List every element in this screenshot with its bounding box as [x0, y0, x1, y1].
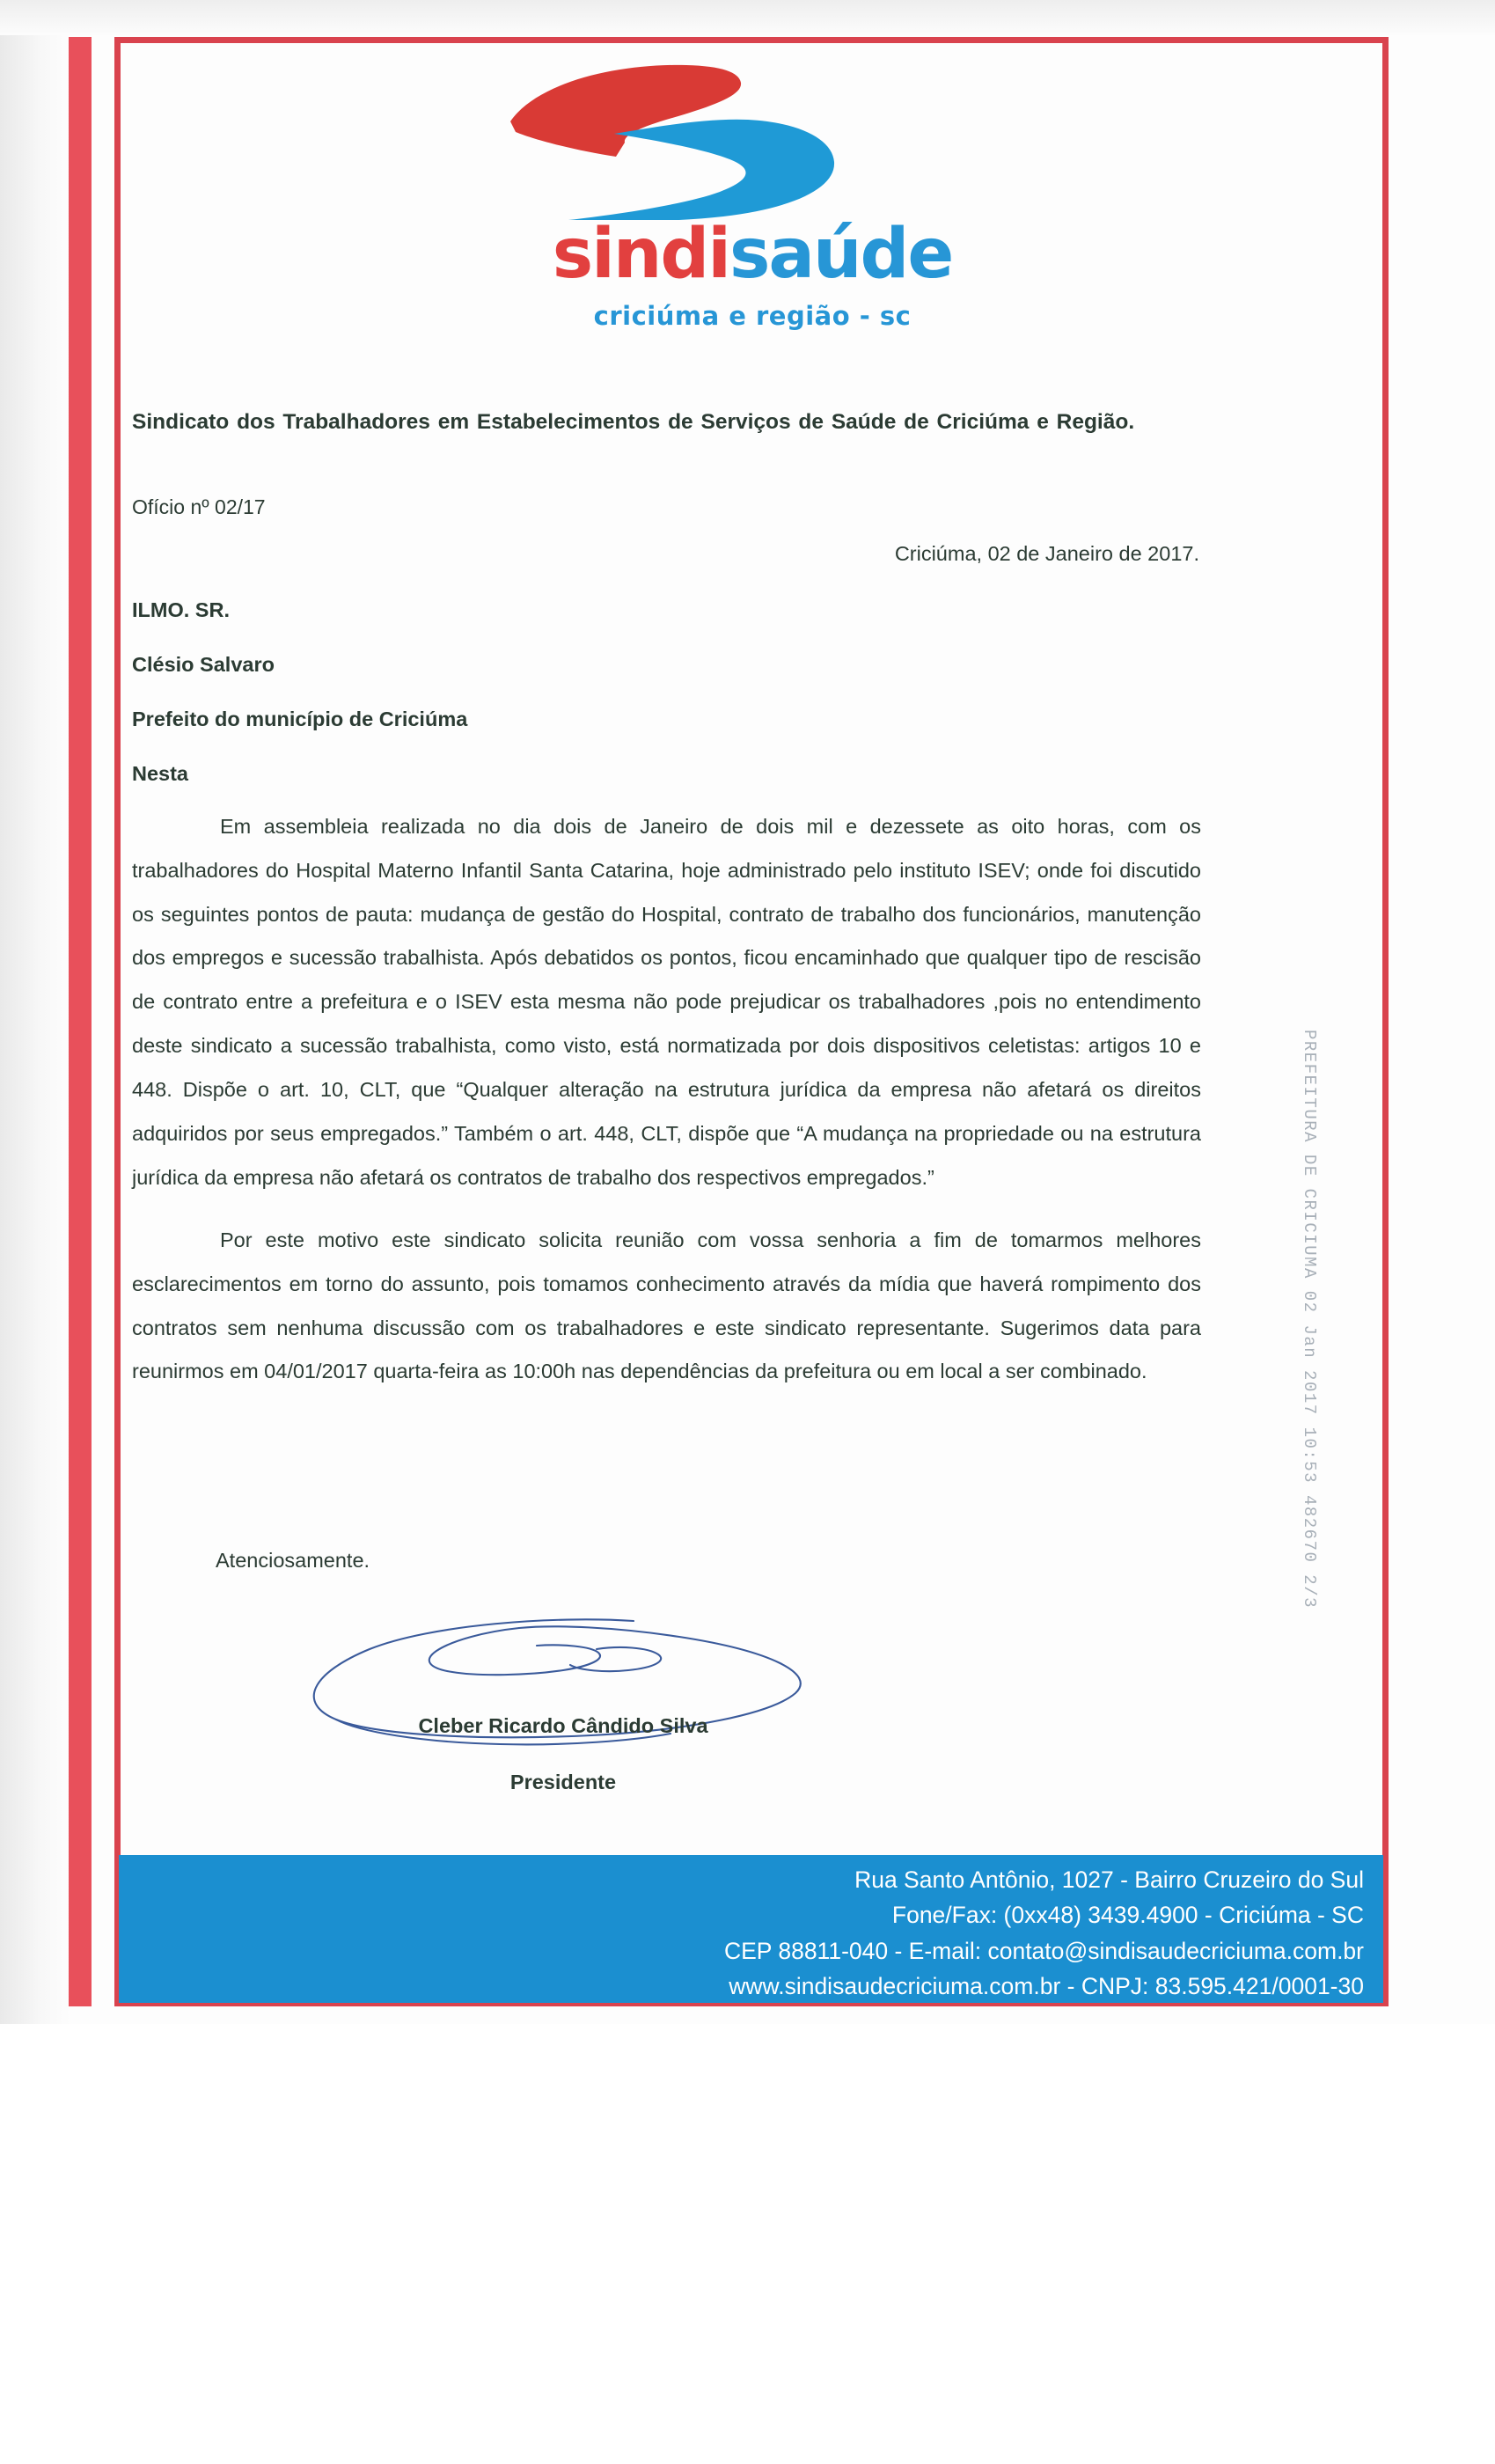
- letter-content: [132, 53, 1373, 1989]
- footer-line-address: Rua Santo Antônio, 1027 - Bairro Cruzeiro do Sul: [854, 1866, 1364, 1893]
- wordmark-saude: saúde: [729, 215, 953, 294]
- body-paragraph-2-text: Por este motivo este sindicato solicita reunião com vossa senhoria a fim de tomarmos melhores esclarecimentos em torno do assunto, pois tomamos conhecimento através da mídia que haverá rompimento dos contratos sem nenhuma discussão com os trabalhadores e este sindicato representante. Sugerimos data para reunirmos em 04/01/2017 quarta-feira as 10:00h nas dependências da prefeitura ou em local a ser combinado.: [132, 1228, 1201, 1383]
- footer-contact-band: [119, 1855, 1383, 2003]
- oficio-reference: Ofício nº 02/17: [132, 495, 266, 518]
- signatory-title: Presidente: [509, 1771, 617, 1793]
- body-paragraph-1: [132, 805, 1201, 1199]
- scan-edge-shading-left: [0, 0, 70, 2050]
- closing-salutation: Atenciosamente.: [216, 1549, 370, 1572]
- recipient-salutation: ILMO. SR.: [132, 598, 230, 621]
- scan-edge-shading-top: [0, 0, 1495, 35]
- organization-name: Sindicato dos Trabalhadores em Estabelecimentos de Serviços de Saúde de Criciúma e Região.: [132, 410, 1135, 434]
- footer-line-email: CEP 88811-040 - E-mail: contato@sindisaudecriciuma.com.br: [723, 1937, 1364, 1964]
- signatory-name: Cleber Ricardo Cândido Silva: [418, 1714, 708, 1737]
- fax-protocol-stamp: PREFEITURA DE CRICIUMA 02 Jan 2017 10:53 482670 2/3: [1300, 1030, 1319, 1609]
- letterhead-logo: [132, 53, 1373, 405]
- recipient-role: Prefeito do município de Criciúma: [132, 708, 468, 730]
- letterhead-tagline: criciúma e região - sc: [593, 301, 912, 331]
- body-paragraph-1-text: Em assembleia realizada no dia dois de Janeiro de dois mil e dezessete as oito horas, com os trabalhadores do Hospital Materno Infantil Santa Catarina, hoje administrado pelo instituto ISEV; onde foi discutido os seguintes pontos de pauta: mudança de gestão do Hospital, contrato de trabalho dos funcionários, manutenção dos empregos e sucessão trabalhista. Após debatidos os pontos, ficou encaminhado que qualquer tipo de rescisão de contrato entre a prefeitura e o ISEV esta mesma não pode prejudicar os trabalhadores ,pois no entendimento deste sindicato a sucessão trabalhista, como visto, está normatizada por dois dispositivos celetistas: artigos 10 e 448. Dispõe o art. 10, CLT, que “Qualquer alteração na estrutura jurídica da empresa não afetará os direitos adquiridos por seus empregados.” Também o art. 448, CLT, dispõe que “A mudança na propriedade ou na estrutura jurídica da empresa não afetará os contratos de trabalho dos respectivos empregados.”: [132, 815, 1201, 1189]
- wordmark: [132, 215, 1373, 294]
- signature-area: [264, 1610, 1144, 1813]
- place-and-date: Criciúma, 02 de Janeiro de 2017.: [894, 542, 1199, 565]
- letterhead-red-bar: [69, 37, 92, 2006]
- footer-lines: [119, 1855, 1383, 2004]
- s-swoosh-logo-icon: [484, 53, 854, 220]
- wordmark-sindi: sindi: [552, 215, 729, 294]
- footer-line-phone: Fone/Fax: (0xx48) 3439.4900 - Criciúma - SC: [891, 1902, 1364, 1929]
- recipient-place: Nesta: [132, 762, 189, 785]
- recipient-name: Clésio Salvaro: [132, 653, 275, 676]
- footer-line-website: www.sindisaudecriciuma.com.br - CNPJ: 83.595.421/0001-30: [729, 1972, 1364, 1999]
- page-bottom-whitespace: [0, 2024, 1495, 2464]
- body-paragraph-2: [132, 1219, 1201, 1394]
